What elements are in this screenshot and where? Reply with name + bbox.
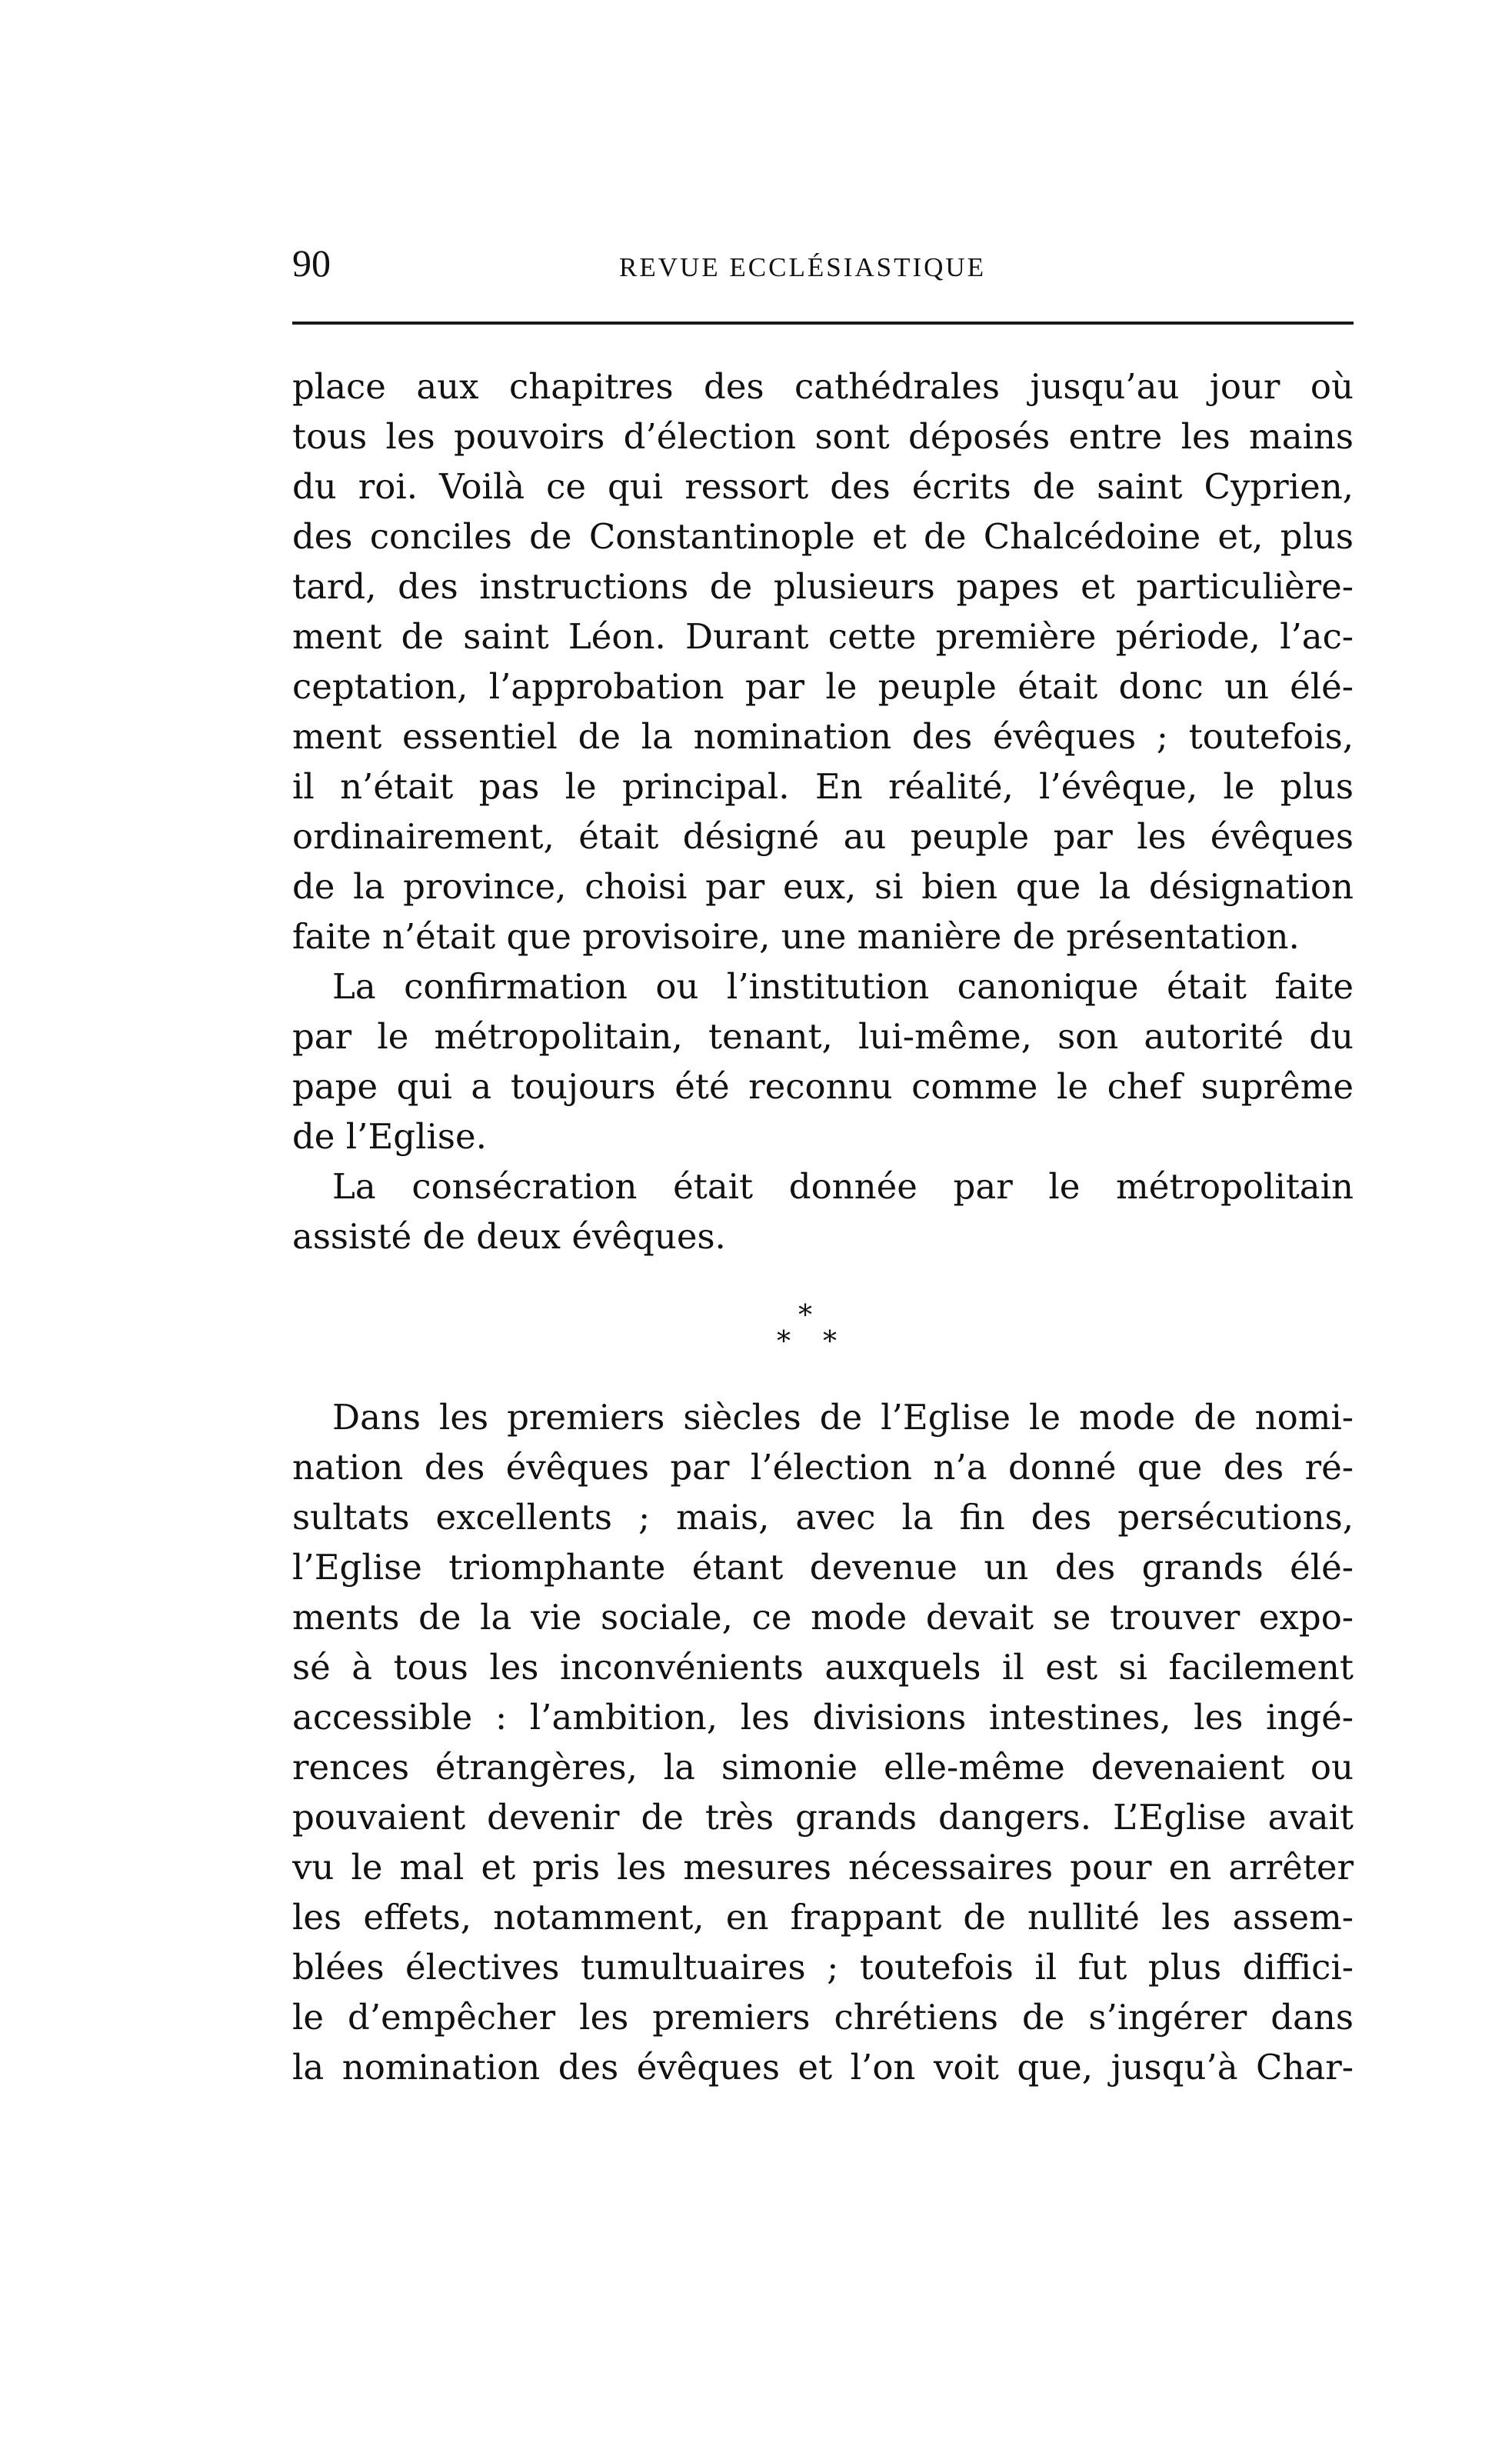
paragraph	[292, 961, 1354, 1161]
text-line: assisté de deux évêques.	[292, 1216, 726, 1257]
text-line: de la province, choisi par eux, si bien que la désignation	[292, 866, 1354, 907]
text-line: sé à tous les inconvénients auxquels il est si facilement	[292, 1647, 1354, 1688]
text-line: nation des évêques par l’élection n’a donné que des ré-	[292, 1447, 1354, 1488]
text-line: pape qui a toujours été reconnu comme le chef suprême	[292, 1066, 1354, 1107]
text-line: par le métropolitain, tenant, lui-même, son autorité du	[292, 1016, 1354, 1057]
text-line: place aux chapitres des cathédrales jusqu’au jour où	[292, 366, 1354, 407]
text-line: les effets, notamment, en frappant de nullité les assem-	[292, 1897, 1354, 1938]
asterisk-mark: *	[823, 1326, 837, 1358]
text-line: du roi. Voilà ce qui ressort des écrits de saint Cyprien,	[292, 466, 1354, 507]
running-title: REVUE ECCLÉSIASTIQUE	[619, 252, 987, 282]
paragraph	[292, 1392, 1354, 2092]
asterisk-mark: *	[798, 1300, 812, 1331]
text-line: faite n’était que provisoire, une manière de présentation.	[292, 916, 1300, 957]
text-line: de l’Eglise.	[292, 1116, 487, 1157]
text-line: ment essentiel de la nomination des évêques ; toutefois,	[292, 716, 1354, 757]
text-line: tard, des instructions de plusieurs papes et particulière-	[292, 566, 1354, 607]
text-line: ments de la vie sociale, ce mode devait se trouver expo-	[292, 1597, 1354, 1638]
paragraph	[292, 1161, 1354, 1261]
text-line: Dans les premiers siècles de l’Eglise le mode de nomi-	[332, 1397, 1354, 1438]
text-line: tous les pouvoirs d’élection sont déposés entre les mains	[292, 416, 1354, 457]
text-line: sultats excellents ; mais, avec la fin des persécutions,	[292, 1497, 1354, 1538]
text-line: rences étrangères, la simonie elle-même devenaient ou	[292, 1747, 1354, 1788]
asterisk-mark: *	[777, 1326, 791, 1358]
text-line: le d’empêcher les premiers chrétiens de s’ingérer dans	[292, 1997, 1354, 2038]
text-line: des conciles de Constantinople et de Chalcédoine et, plus	[292, 516, 1354, 557]
paragraph	[292, 362, 1354, 961]
text-line: vu le mal et pris les mesures nécessaires pour en arrêter	[292, 1847, 1354, 1888]
text-line: ordinairement, était désigné au peuple par les évêques	[292, 816, 1354, 857]
text-line: ment de saint Léon. Durant cette première période, l’ac-	[292, 616, 1354, 657]
text-line: ceptation, l’approbation par le peuple était donc un élé-	[292, 666, 1354, 707]
asterism-separator	[761, 1300, 869, 1369]
text-line: la nomination des évêques et l’on voit que, jusqu’à Char-	[292, 2047, 1354, 2088]
text-line: La confirmation ou l’institution canonique était faite	[332, 966, 1354, 1007]
text-line: l’Eglise triomphante étant devenue un des grands élé-	[292, 1547, 1354, 1588]
body-text	[292, 362, 1354, 2092]
text-line: blées électives tumultuaires ; toutefois il fut plus diffici-	[292, 1947, 1354, 1988]
text-line: La consécration était donnée par le métropolitain	[332, 1166, 1354, 1207]
text-line: il n’était pas le principal. En réalité, l’évêque, le plus	[292, 766, 1354, 807]
page-header	[292, 231, 1354, 292]
text-line: pouvaient devenir de très grands dangers. L’Eglise avait	[292, 1797, 1354, 1838]
header-rule	[292, 322, 1354, 325]
text-line: accessible : l’ambition, les divisions intestines, les ingé-	[292, 1697, 1354, 1738]
page-number: 90	[292, 242, 331, 285]
